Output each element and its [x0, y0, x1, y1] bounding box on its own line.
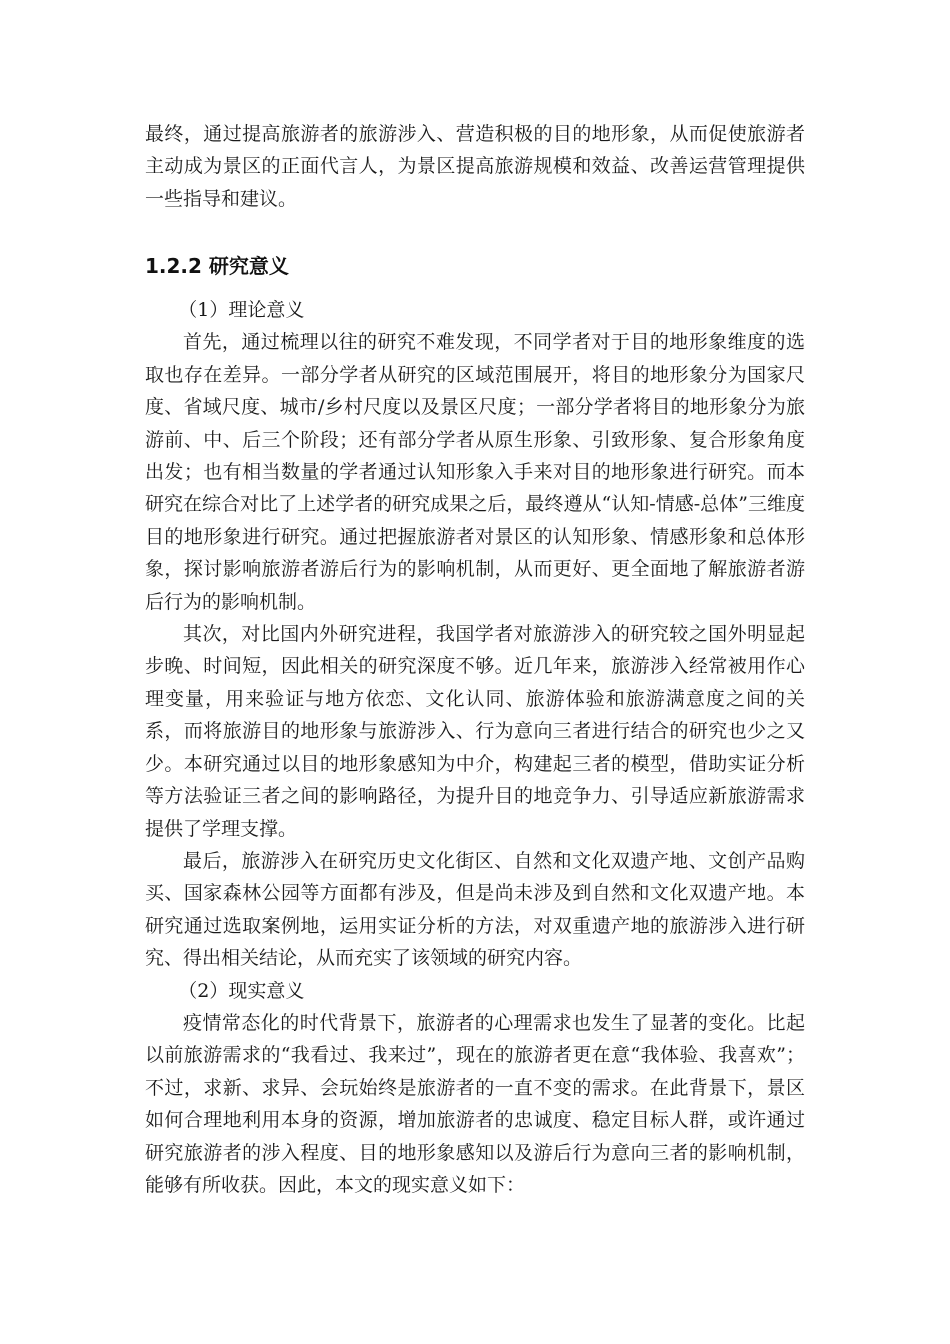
- theory-paragraph-2: 其次，对比国内外研究进程，我国学者对旅游涉入的研究较之国外明显起步晚、时间短，因此相关的研究深度不够。近几年来，旅游涉入经常被用作心理变量，用来验证与地方依恋、文化认同、旅游体验和旅游满意度之间的关系，而将旅游目的地形象与旅游涉入、行为意向三者进行结合的研究也少之又少。本研究通过以目的地形象感知为中介，构建起三者的模型，借助实证分析等方法验证三者之间的影响路径，为提升目的地竞争力、引导适应新旅游需求提供了学理支撑。: [145, 623, 805, 840]
- intro-paragraph: 最终，通过提高旅游者的旅游涉入、营造积极的目的地形象，从而促使旅游者主动成为景区的正面代言人，为景区提高旅游规模和效益、改善运营管理提供一些指导和建议。: [145, 123, 805, 210]
- theory-paragraph-1: 首先，通过梳理以往的研究不难发现，不同学者对于目的地形象维度的选取也存在差异。一部分学者从研究的区域范围展开，将目的地形象分为国家尺度、省域尺度、城市/乡村尺度以及景区尺度；一部分学者将目的地形象分为旅游前、中、后三个阶段；还有部分学者从原生形象、引致形象、复合形象角度出发；也有相当数量的学者通过认知形象入手来对目的地形象进行研究。而本研究在综合对比了上述学者的研究成果之后，最终遵从“认知-情感-总体”三维度目的地形象进行研究。通过把握旅游者对景区的认知形象、情感形象和总体形象，探讨影响旅游者游后行为的影响机制，从而更好、更全面地了解旅游者游后行为的影响机制。: [145, 331, 805, 613]
- practice-paragraph-1: 疫情常态化的时代背景下，旅游者的心理需求也发生了显著的变化。比起以前旅游需求的“我看过、我来过”，现在的旅游者更在意“我体验、我喜欢”；不过，求新、求异、会玩始终是旅游者的一直不变的需求。在此背景下，景区如何合理地利用本身的资源，增加旅游者的忠诚度、稳定目标人群，或许通过研究旅游者的涉入程度、目的地形象感知以及游后行为意向三者的影响机制，能够有所收获。因此，本文的现实意义如下：: [145, 1011, 805, 1196]
- theory-paragraph-3: 最后，旅游涉入在研究历史文化街区、自然和文化双遗产地、文创产品购买、国家森林公园等方面都有涉及，但是尚未涉及到自然和文化双遗产地。本研究通过选取案例地，运用实证分析的方法，对双重遗产地的旅游涉入进行研究、得出相关结论，从而充实了该领域的研究内容。: [145, 849, 805, 970]
- theory-label: （1）理论意义: [178, 299, 305, 321]
- intro-block: [145, 118, 805, 215]
- section-heading: 1.2.2 研究意义: [145, 254, 289, 278]
- practice-label: （2）现实意义: [178, 979, 305, 1002]
- section-body: [145, 294, 805, 1201]
